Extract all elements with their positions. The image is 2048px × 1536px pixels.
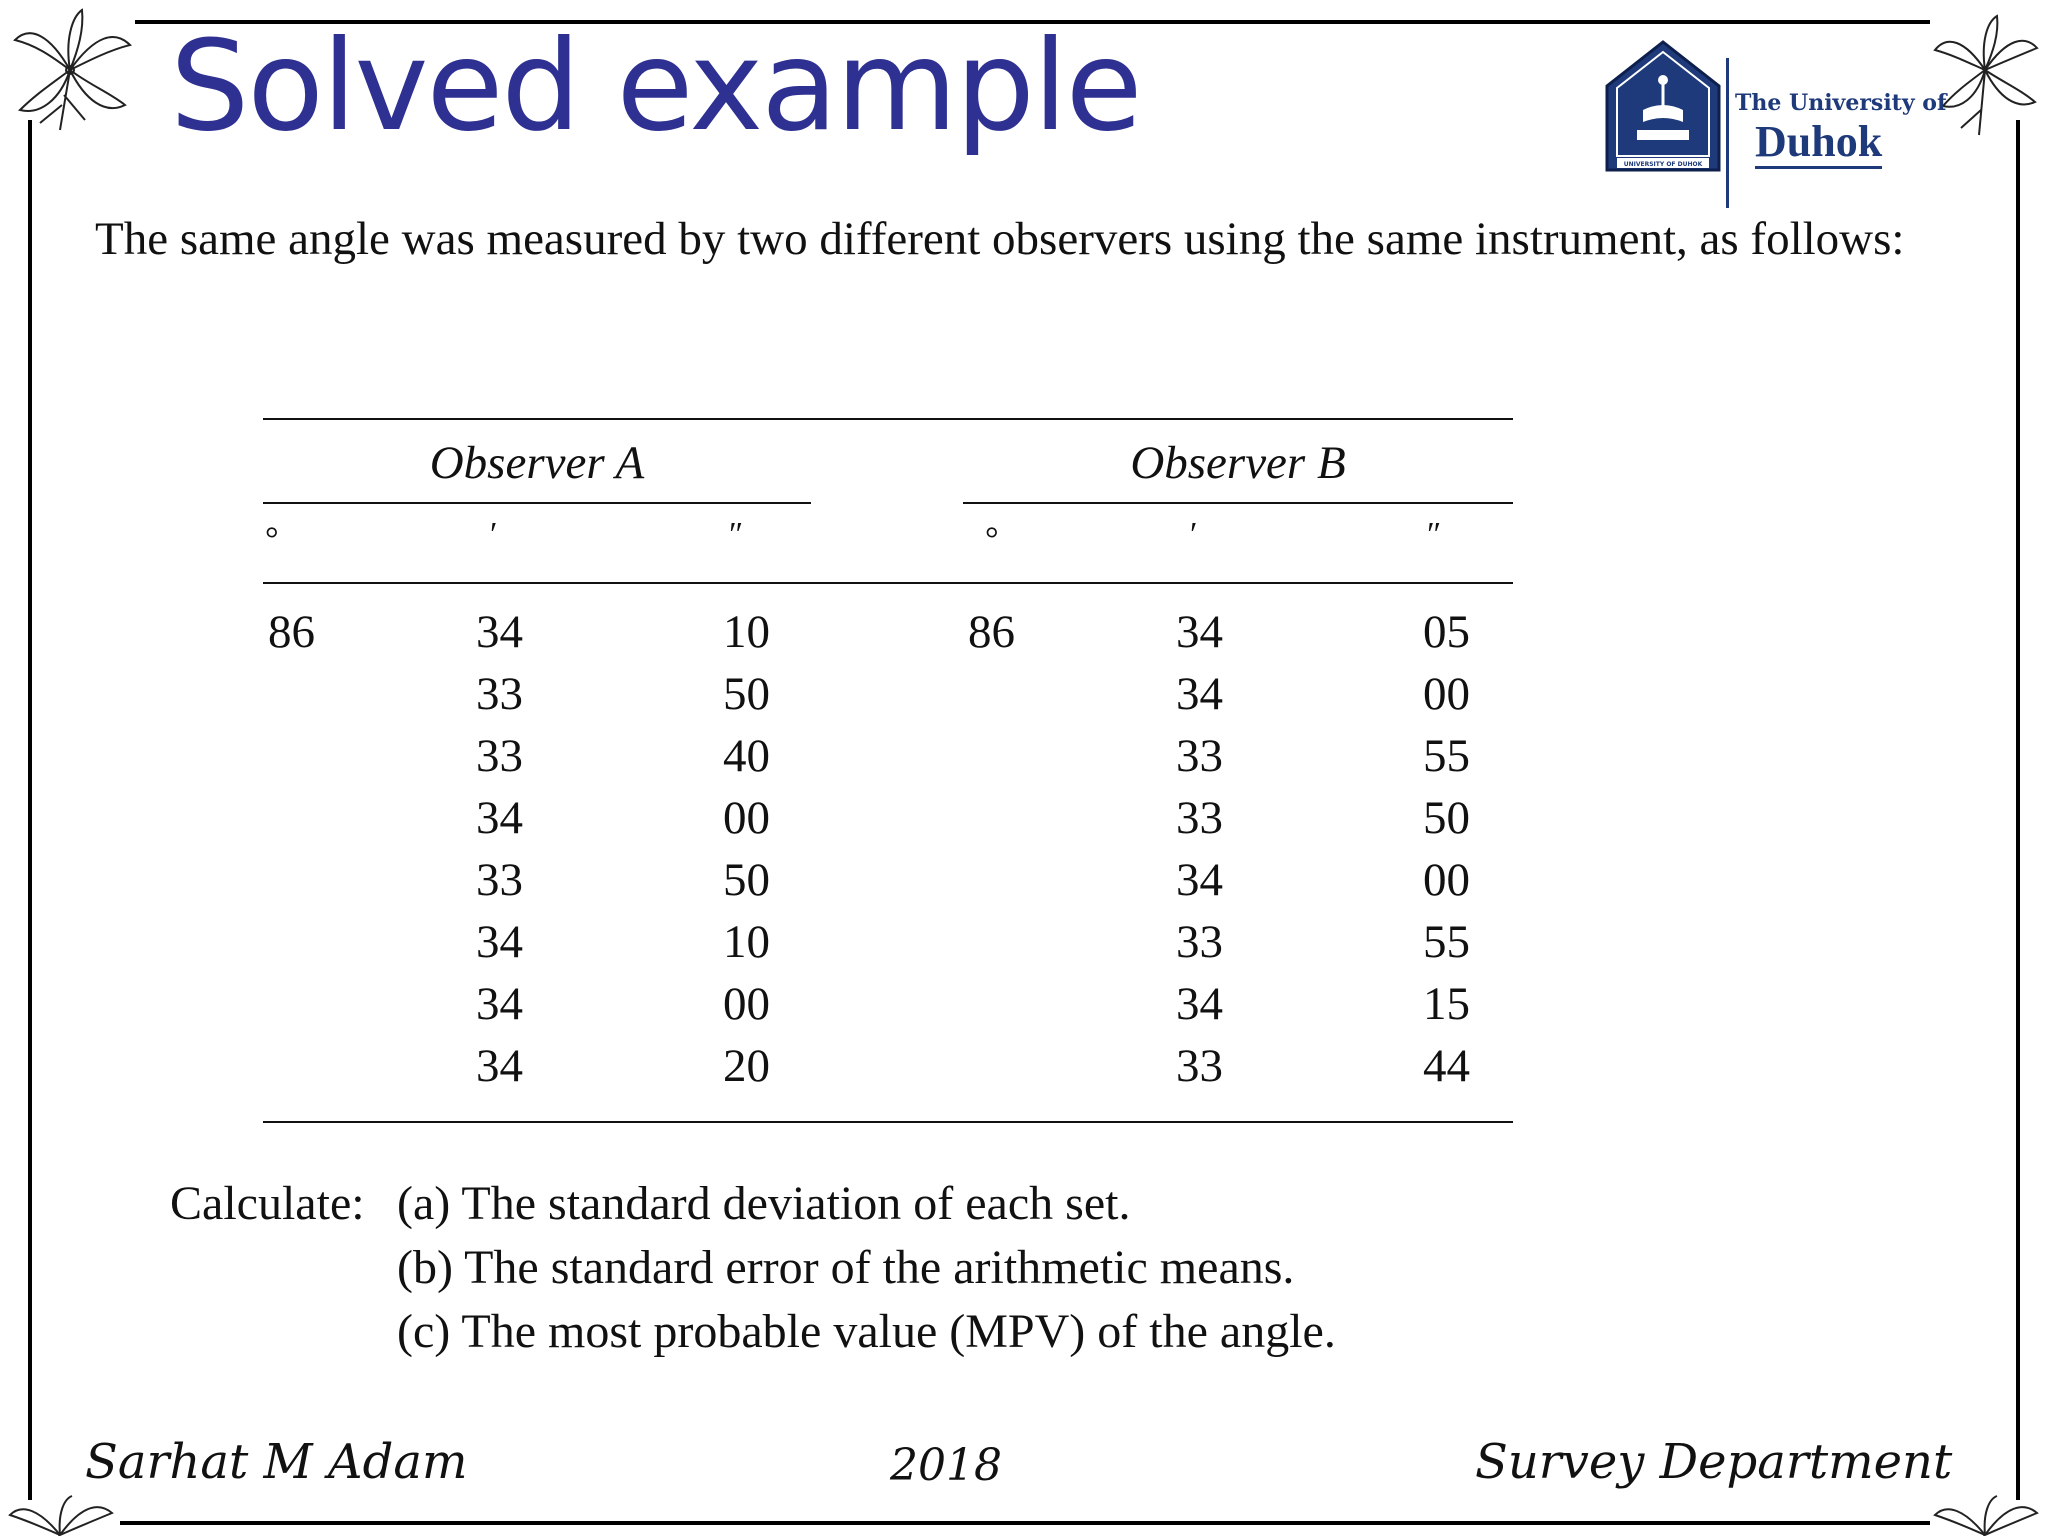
- table-cell: 00: [723, 792, 770, 844]
- table-cell: 34: [1176, 978, 1223, 1030]
- lily-flower-icon: [0, 5, 140, 135]
- table-cell: 15: [1423, 978, 1470, 1030]
- table-cell: 33: [476, 668, 523, 720]
- table-cell: 34: [1176, 668, 1223, 720]
- observer-b-degrees-column: [963, 601, 1015, 663]
- observations-table: [263, 418, 1513, 1124]
- table-cell: 33: [1176, 1040, 1223, 1092]
- page-title: Solved example: [170, 14, 1141, 159]
- table-cell: 34: [476, 792, 523, 844]
- table-cell: 50: [723, 668, 770, 720]
- table-cell: 86: [268, 606, 315, 658]
- table-cell: 00: [723, 978, 770, 1030]
- table-cell: 55: [1423, 916, 1470, 968]
- second-unit-a: ″: [729, 516, 744, 553]
- university-name-line1: The University of: [1735, 90, 1947, 116]
- table-top-rule: [263, 418, 1513, 420]
- observer-a-heading: Observer A: [429, 437, 645, 489]
- table-cell: 34: [476, 606, 523, 658]
- observer-b-heading: Observer B: [1130, 437, 1346, 489]
- table-cell: 00: [1423, 668, 1470, 720]
- table-cell: 10: [723, 606, 770, 658]
- lily-flower-icon: [0, 1495, 120, 1536]
- degree-unit-a: °: [265, 521, 279, 558]
- footer-author: Sarhat M Adam: [85, 1434, 468, 1490]
- frame-bottom-rule: [120, 1521, 1930, 1525]
- university-name-line2: Duhok: [1755, 118, 1882, 169]
- table-cell: 34: [476, 978, 523, 1030]
- frame-left-rule: [28, 120, 32, 1500]
- frame-right-rule: [2016, 120, 2020, 1500]
- table-cell: 33: [476, 854, 523, 906]
- table-cell: 34: [1176, 606, 1223, 658]
- calculate-item: (b) The standard error of the arithmetic means.: [397, 1241, 1295, 1294]
- table-cell: 55: [1423, 730, 1470, 782]
- units-rule: [263, 582, 1513, 584]
- table-cell: 86: [968, 606, 1015, 658]
- table-cell: 40: [723, 730, 770, 782]
- second-unit-b: ″: [1427, 516, 1442, 553]
- calculate-lead: Calculate:: [170, 1177, 365, 1230]
- observer-b-minutes-column: [1163, 601, 1223, 1097]
- minute-unit-a: ′: [490, 516, 498, 553]
- minute-unit-b: ′: [1190, 516, 1198, 553]
- observer-a-seconds-column: [710, 601, 770, 1097]
- table-cell: 33: [1176, 792, 1223, 844]
- footer-year: 2018: [890, 1440, 1002, 1491]
- emblem-caption: UNIVERSITY OF DUHOK: [1623, 161, 1703, 168]
- table-cell: 00: [1423, 854, 1470, 906]
- degree-unit-b: °: [985, 521, 999, 558]
- table-cell: 34: [1176, 854, 1223, 906]
- table-cell: 50: [723, 854, 770, 906]
- logo-divider: [1726, 58, 1729, 208]
- table-cell: 33: [1176, 730, 1223, 782]
- observer-a-degrees-column: [263, 601, 315, 663]
- table-cell: 10: [723, 916, 770, 968]
- table-cell: 50: [1423, 792, 1470, 844]
- table-cell: 34: [476, 1040, 523, 1092]
- table-cell: 33: [476, 730, 523, 782]
- observer-b-seconds-column: [1408, 601, 1470, 1097]
- table-cell: 44: [1423, 1040, 1470, 1092]
- lily-flower-icon: [1925, 10, 2045, 140]
- table-bottom-rule: [263, 1121, 1513, 1123]
- lily-flower-icon: [1925, 1495, 2045, 1536]
- table-cell: 33: [1176, 916, 1223, 968]
- table-cell: 05: [1423, 606, 1470, 658]
- table-cell: 20: [723, 1040, 770, 1092]
- university-emblem-icon: [1603, 38, 1723, 183]
- observer-a-heading-rule: [263, 502, 811, 504]
- observer-a-minutes-column: [463, 601, 523, 1097]
- footer-department: Survey Department: [1475, 1434, 1953, 1490]
- table-cell: 34: [476, 916, 523, 968]
- observer-b-heading-rule: [963, 502, 1513, 504]
- calculate-item: (a) The standard deviation of each set.: [397, 1177, 1131, 1230]
- intro-paragraph: The same angle was measured by two different observers using the same instrument, as follows:: [95, 213, 1905, 265]
- calculate-item: (c) The most probable value (MPV) of the angle.: [397, 1305, 1336, 1358]
- university-logo: [1603, 38, 1947, 178]
